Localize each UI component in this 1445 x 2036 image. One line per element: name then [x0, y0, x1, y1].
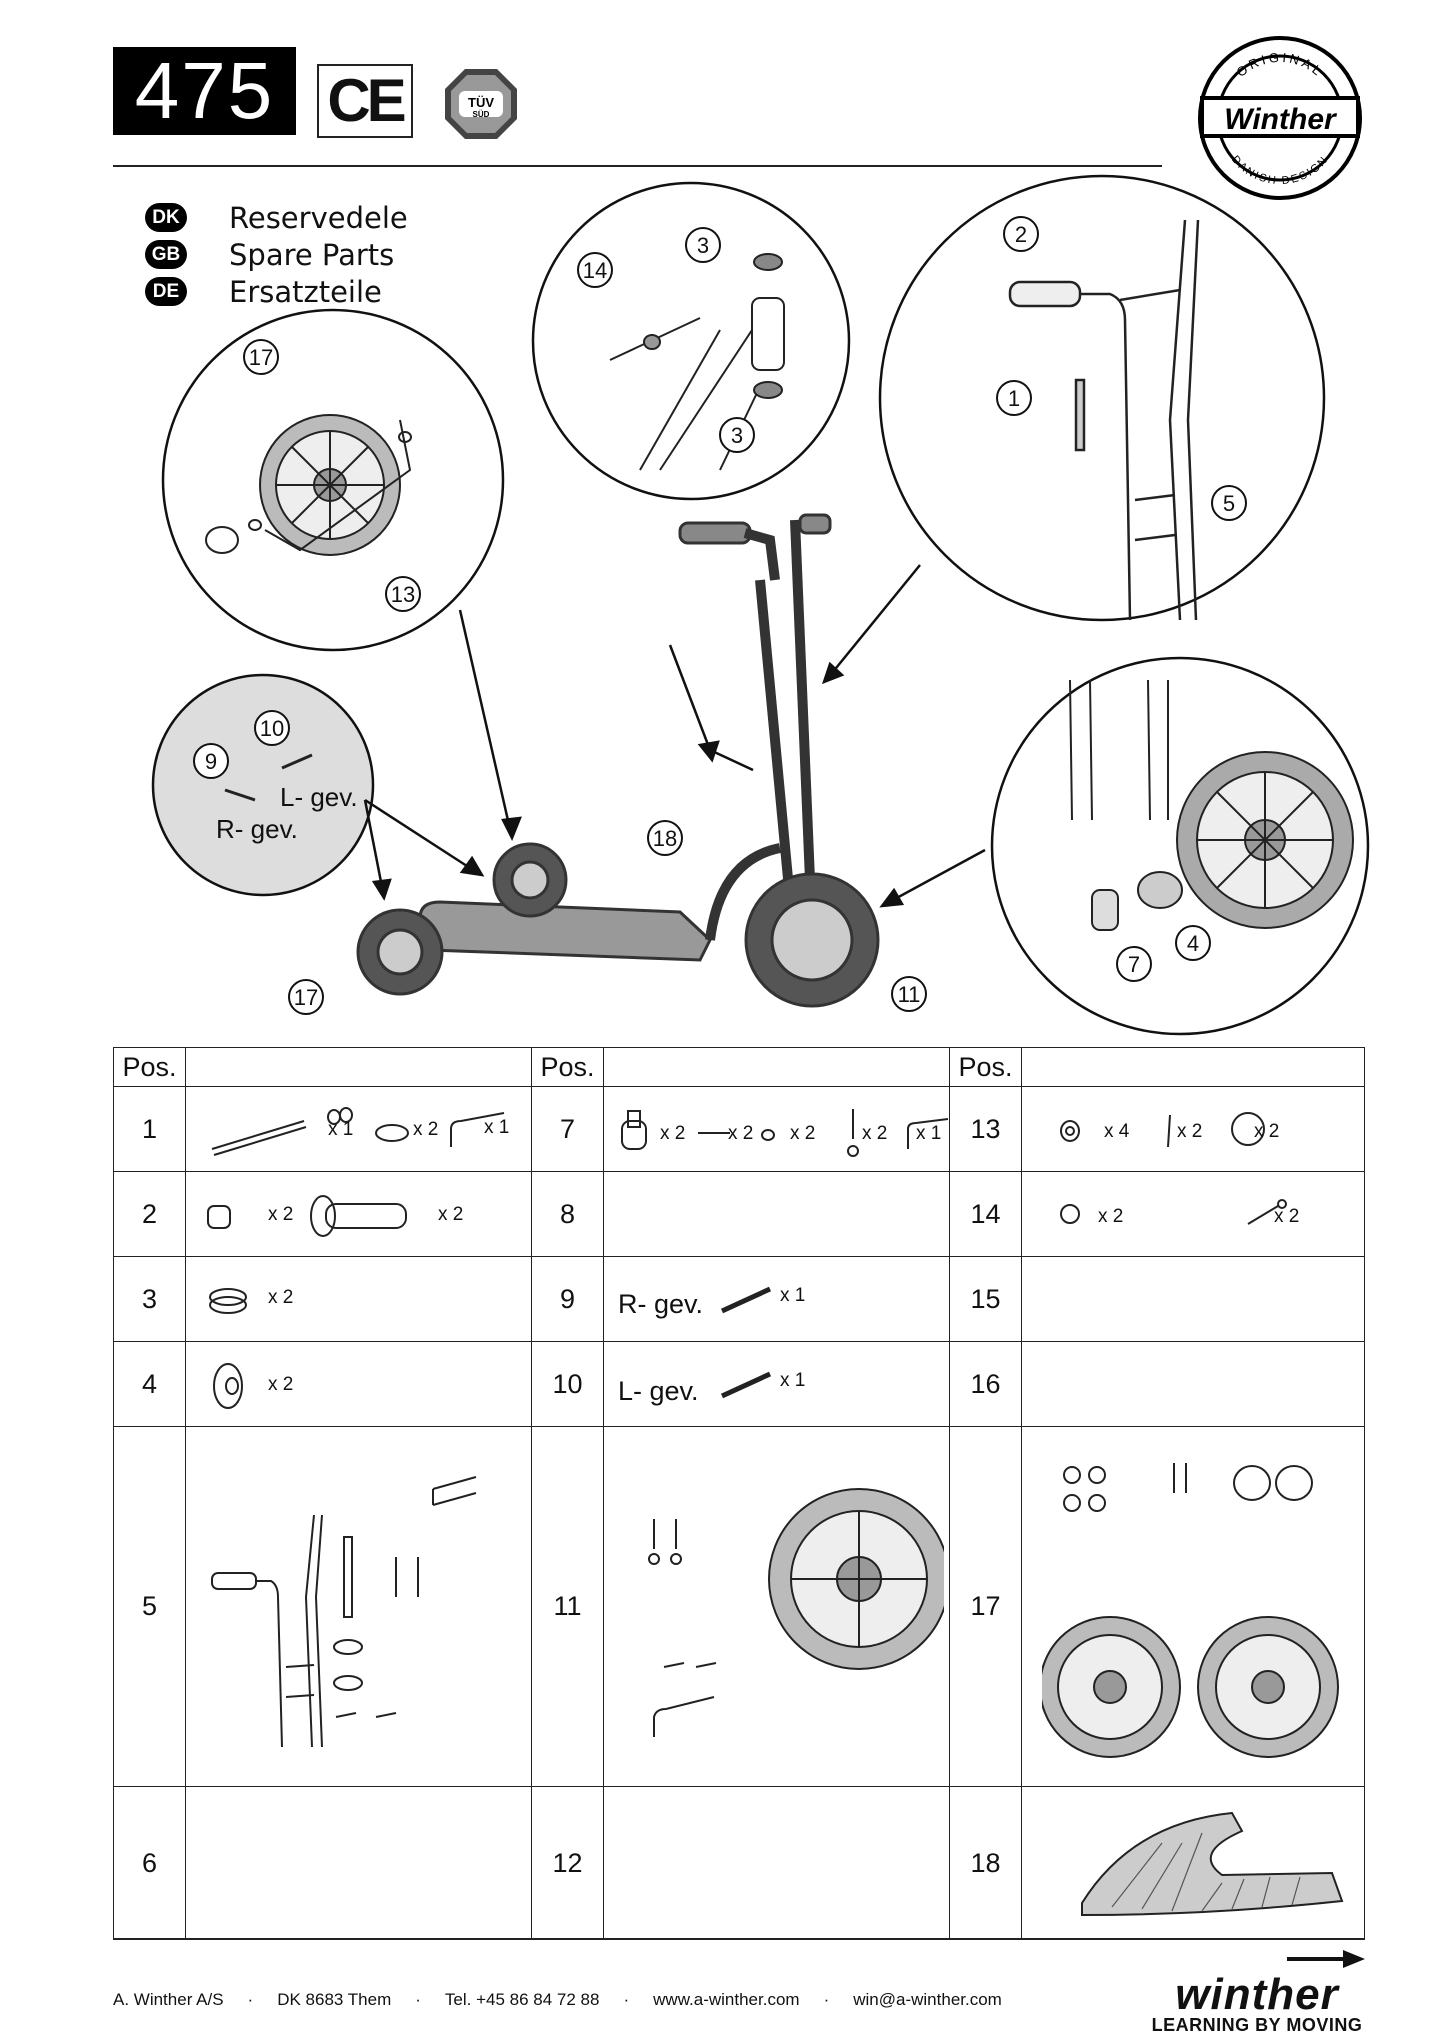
ce-mark: CE — [317, 64, 413, 138]
part-cell-16 — [1022, 1342, 1365, 1427]
qty-label: x 2 — [1254, 1121, 1280, 1142]
part-cell-8 — [604, 1172, 950, 1257]
callout-5: 5 — [1222, 491, 1236, 516]
gev-label-right: R- gev. — [618, 1289, 704, 1319]
parts-table — [113, 1047, 1365, 1940]
callout-1: 1 — [1007, 386, 1021, 411]
part-18-deck-icon — [1072, 1803, 1352, 1923]
qty-label: x 4 — [1104, 1121, 1130, 1142]
callout-14: 14 — [582, 258, 608, 283]
pos-number: 3 — [114, 1257, 186, 1342]
pos-number: 14 — [950, 1172, 1022, 1257]
lang-label-de: Ersatzteile — [229, 274, 382, 309]
front-wheel-detail — [1070, 680, 1353, 930]
pos-number: 15 — [950, 1257, 1022, 1342]
part-cell-6 — [186, 1787, 532, 1940]
pos-number: 7 — [532, 1087, 604, 1172]
footer-phone: Tel. +45 86 84 72 88 — [444, 1990, 600, 2009]
table-row — [114, 1087, 1365, 1172]
pos-number: 5 — [114, 1427, 186, 1787]
part-cell-18 — [1022, 1787, 1365, 1940]
lang-code-de: DE — [145, 277, 187, 306]
headtube-detail — [610, 254, 784, 470]
table-row — [114, 1427, 1365, 1787]
tuv-label: TÜV — [468, 95, 494, 110]
callout-17b: 17 — [293, 985, 319, 1010]
part-2-icons — [206, 1186, 526, 1242]
detail-circle-handlebar — [880, 176, 1324, 620]
gev-label-left: L- gev. — [618, 1376, 699, 1406]
table-row — [114, 1257, 1365, 1342]
part-17-icons — [1042, 1447, 1362, 1767]
footer-web[interactable]: www.a-winther.com — [653, 1990, 800, 2009]
qty-label: x 1 — [484, 1117, 510, 1138]
part-13-icons — [1058, 1103, 1358, 1155]
winther-brand-logo — [1150, 1970, 1364, 2036]
qty-label: x 2 — [438, 1204, 464, 1225]
part-cell-7 — [604, 1087, 950, 1172]
logo-top-text: ORIGINAL — [1233, 49, 1327, 80]
part-11-icons — [624, 1447, 944, 1767]
pos-number: 16 — [950, 1342, 1022, 1427]
footer-company: A. Winther A/S — [113, 1990, 224, 2009]
footer-separator: · — [823, 1990, 830, 2009]
part-cell-12 — [604, 1787, 950, 1940]
thread-right-label: R- gev. — [216, 814, 298, 844]
callout-11: 11 — [897, 982, 921, 1007]
qty-label: x 2 — [1098, 1206, 1124, 1227]
brand-tagline: LEARNING BY MOVING — [1151, 2015, 1363, 2035]
thread-left-label: L- gev. — [280, 782, 358, 812]
callout-18: 18 — [652, 826, 678, 851]
pos-header-3: Pos. — [950, 1048, 1022, 1087]
qty-label: x 1 — [916, 1123, 942, 1144]
part-cell-1 — [186, 1087, 532, 1172]
pos-number: 8 — [532, 1172, 604, 1257]
pos-number: 12 — [532, 1787, 604, 1940]
footer-separator: · — [623, 1990, 630, 2009]
part-9-icon — [718, 1279, 778, 1319]
qty-label: x 2 — [790, 1123, 816, 1144]
part-cell-17 — [1022, 1427, 1365, 1787]
part-cell-3 — [186, 1257, 532, 1342]
part-10-icon — [718, 1364, 778, 1404]
pos-number: 10 — [532, 1342, 604, 1427]
callout-2: 2 — [1014, 222, 1028, 247]
footer-address: DK 8683 Them — [277, 1990, 392, 2009]
pos-number: 4 — [114, 1342, 186, 1427]
leader-arrows — [365, 565, 985, 906]
qty-label: x 2 — [1177, 1121, 1203, 1142]
qty-label: x 2 — [268, 1204, 294, 1225]
part-cell-13 — [1022, 1087, 1365, 1172]
part-cell-10 — [604, 1342, 950, 1427]
footer-email[interactable]: win@a-winther.com — [853, 1990, 1002, 2009]
part-cell-15 — [1022, 1257, 1365, 1342]
qty-label: x 1 — [780, 1370, 806, 1391]
part-1-icons — [206, 1101, 516, 1157]
pos-header-1: Pos. — [114, 1048, 186, 1087]
callout-17a: 17 — [248, 345, 274, 370]
tuv-sub-label: SÜD — [472, 110, 490, 119]
pos-number: 6 — [114, 1787, 186, 1940]
lang-label-dk: Reservedele — [229, 200, 408, 235]
qty-label: x 2 — [1274, 1206, 1300, 1227]
callout-4: 4 — [1186, 931, 1200, 956]
lang-code-dk: DK — [145, 203, 187, 232]
pos-number: 11 — [532, 1427, 604, 1787]
part-4-icon — [206, 1356, 266, 1412]
footer-rule — [113, 1938, 1364, 1940]
scooter-body — [358, 515, 878, 1006]
next-page-arrow-icon — [1285, 1948, 1365, 1970]
handlebar-detail — [1007, 220, 1198, 620]
logo-name: Winther — [1224, 103, 1336, 136]
callout-7: 7 — [1127, 952, 1141, 977]
qty-label: x 2 — [660, 1123, 686, 1144]
pos-number: 1 — [114, 1087, 186, 1172]
lang-code-gb: GB — [145, 240, 187, 269]
model-number: 475 — [113, 47, 296, 135]
lang-label-gb: Spare Parts — [229, 237, 395, 272]
pos-number: 2 — [114, 1172, 186, 1257]
part-cell-5 — [186, 1427, 532, 1787]
pos-number: 18 — [950, 1787, 1022, 1940]
part-cell-4 — [186, 1342, 532, 1427]
footer-separator: · — [247, 1990, 254, 2009]
footer-separator: · — [415, 1990, 421, 2009]
table-row — [114, 1787, 1365, 1940]
callout-3b: 3 — [730, 423, 744, 448]
qty-label: x 1 — [328, 1119, 354, 1140]
pos-number: 13 — [950, 1087, 1022, 1172]
table-row — [114, 1342, 1365, 1427]
pos-number: 9 — [532, 1257, 604, 1342]
qty-label: x 1 — [780, 1285, 806, 1306]
pos-number: 17 — [950, 1427, 1022, 1787]
footer-contact — [113, 1990, 1002, 2010]
pos-header-2: Pos. — [532, 1048, 604, 1087]
callout-3a: 3 — [696, 233, 710, 258]
qty-label: x 2 — [268, 1287, 294, 1308]
part-3-icon — [206, 1275, 266, 1323]
part-cell-14 — [1022, 1172, 1365, 1257]
callout-9: 9 — [204, 749, 218, 774]
detail-circle-headtube — [533, 183, 849, 499]
qty-label: x 2 — [268, 1374, 294, 1395]
callout-10: 10 — [259, 716, 285, 741]
qty-label: x 2 — [728, 1123, 754, 1144]
part-cell-2 — [186, 1172, 532, 1257]
rear-wheel-detail — [206, 415, 411, 555]
part-5-icons — [196, 1447, 526, 1767]
part-cell-9 — [604, 1257, 950, 1342]
logo-bottom-text: DANISH DESIGN — [1229, 153, 1331, 188]
part-cell-11 — [604, 1427, 950, 1787]
qty-label: x 2 — [862, 1123, 888, 1144]
table-row — [114, 1172, 1365, 1257]
qty-label: x 2 — [413, 1119, 439, 1140]
callout-13: 13 — [390, 582, 416, 607]
brand-wordmark: winther — [1175, 1970, 1339, 2019]
